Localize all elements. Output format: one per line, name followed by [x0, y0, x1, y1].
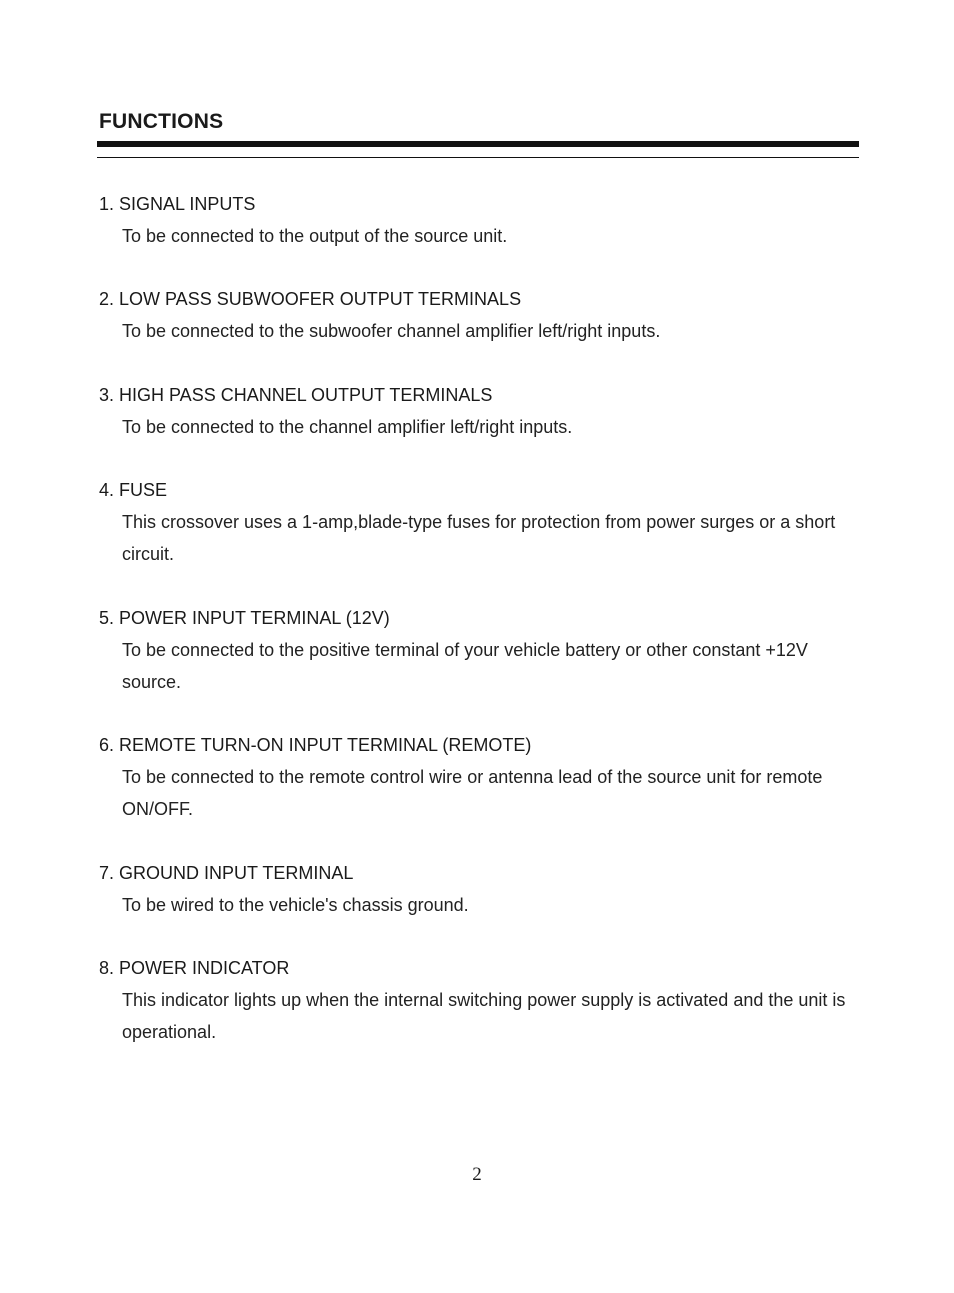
title-rule-thin: [97, 157, 859, 158]
section-body: To be connected to the remote control wire or antenna lead of the source unit for remote ON/OFF.: [122, 767, 823, 819]
section-heading: 4. FUSE: [99, 480, 168, 500]
section-heading: 3. HIGH PASS CHANNEL OUTPUT TERMINALS: [99, 385, 493, 405]
section-high-pass-output: [99, 379, 859, 443]
section-body: To be connected to the output of the source unit.: [122, 226, 508, 246]
section-heading: 8. POWER INDICATOR: [99, 958, 290, 978]
section-body: To be connected to the channel amplifier left/right inputs.: [122, 417, 573, 437]
section-body: To be wired to the vehicle's chassis ground.: [122, 895, 469, 915]
page-number: 2: [472, 1164, 482, 1185]
section-heading: 5. POWER INPUT TERMINAL (12V): [99, 608, 390, 628]
section-low-pass-output: [99, 283, 859, 347]
section-remote-turn-on: [99, 729, 859, 825]
title-rule-thick: [97, 141, 859, 147]
section-heading: 6. REMOTE TURN-ON INPUT TERMINAL (REMOTE): [99, 735, 532, 755]
section-body: This crossover uses a 1-amp,blade-type fuses for protection from power surges or a short circuit.: [122, 512, 836, 564]
section-heading: 1. SIGNAL INPUTS: [99, 194, 256, 214]
page-title: FUNCTIONS: [99, 110, 224, 133]
section-body: To be connected to the subwoofer channel amplifier left/right inputs.: [122, 321, 661, 341]
section-power-input: [99, 602, 859, 698]
section-fuse: [99, 474, 859, 570]
section-signal-inputs: [99, 188, 859, 252]
section-body: To be connected to the positive terminal of your vehicle battery or other constant +12V source.: [122, 640, 808, 692]
section-power-indicator: [99, 952, 859, 1048]
section-ground-input: [99, 857, 859, 921]
section-body: This indicator lights up when the internal switching power supply is activated and the unit is operational.: [122, 990, 846, 1042]
section-heading: 7. GROUND INPUT TERMINAL: [99, 863, 354, 883]
section-heading: 2. LOW PASS SUBWOOFER OUTPUT TERMINALS: [99, 289, 522, 309]
